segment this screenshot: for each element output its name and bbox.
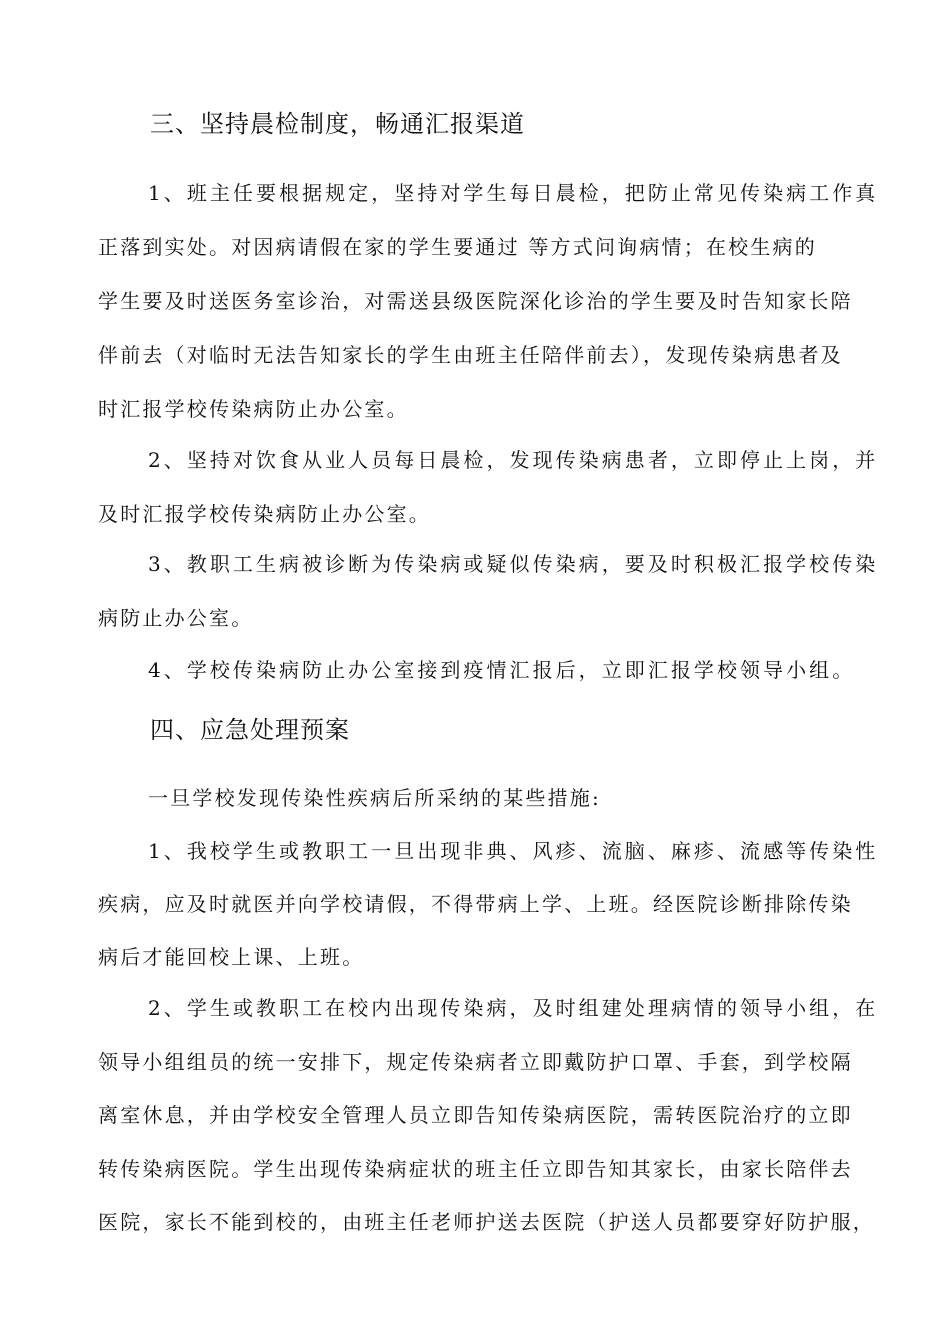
paragraph-line: 正落到实处。对因病请假在家的学生要通过 等方式问询病情；在校生病的 — [98, 235, 817, 259]
paragraph-line: 学生要及时送医务室诊治，对需送县级医院深化诊治的学生要及时告知家长陪 — [98, 289, 853, 313]
paragraph-line: 1、我校学生或教职工一旦出现非典、风疹、流脑、麻疹、流感等传染性 — [148, 839, 879, 863]
section-3-heading: 三、坚持晨检制度，畅通汇报渠道 — [150, 110, 525, 138]
paragraph-line: 疾病，应及时就医并向学校请假，不得带病上学、上班。经医院诊断排除传染 — [98, 892, 853, 916]
paragraph-line: 转传染病医院。学生出现传染病症状的班主任立即告知其家长，由家长陪伴去 — [98, 1157, 853, 1181]
section-4-heading: 四、应急处理预案 — [150, 716, 350, 744]
paragraph-line: 医院，家长不能到校的，由班主任老师护送去医院（护送人员都要穿好防护服， — [98, 1210, 875, 1234]
paragraph-line: 领导小组组员的统一安排下，规定传染病者立即戴防护口罩、手套，到学校隔 — [98, 1050, 853, 1074]
paragraph-line: 1、班主任要根据规定，坚持对学生每日晨检，把防止常见传染病工作真 — [148, 181, 879, 205]
paragraph-line: 病后才能回校上课、上班。 — [98, 945, 365, 969]
paragraph-line: 时汇报学校传染病防止办公室。 — [98, 397, 409, 421]
paragraph-line: 3、教职工生病被诊断为传染病或疑似传染病，要及时积极汇报学校传染 — [148, 552, 879, 576]
paragraph-line: 4、学校传染病防止办公室接到疫情汇报后，立即汇报学校领导小组。 — [148, 658, 856, 682]
paragraph-line: 病防止办公室。 — [98, 606, 254, 630]
paragraph-line: 2、坚持对饮食从业人员每日晨检，发现传染病患者，立即停止上岗，并 — [148, 448, 879, 472]
intro-line: 一旦学校发现传染性疾病后所采纳的某些措施: — [148, 786, 601, 810]
paragraph-line: 及时汇报学校传染病防止办公室。 — [98, 502, 431, 526]
paragraph-line: 离室休息，并由学校安全管理人员立即告知传染病医院，需转医院治疗的立即 — [98, 1103, 853, 1127]
paragraph-line: 伴前去（对临时无法告知家长的学生由班主任陪伴前去），发现传染病患者及 — [98, 343, 843, 367]
paragraph-line: 2、学生或教职工在校内出现传染病，及时组建处理病情的领导小组，在 — [148, 996, 879, 1020]
